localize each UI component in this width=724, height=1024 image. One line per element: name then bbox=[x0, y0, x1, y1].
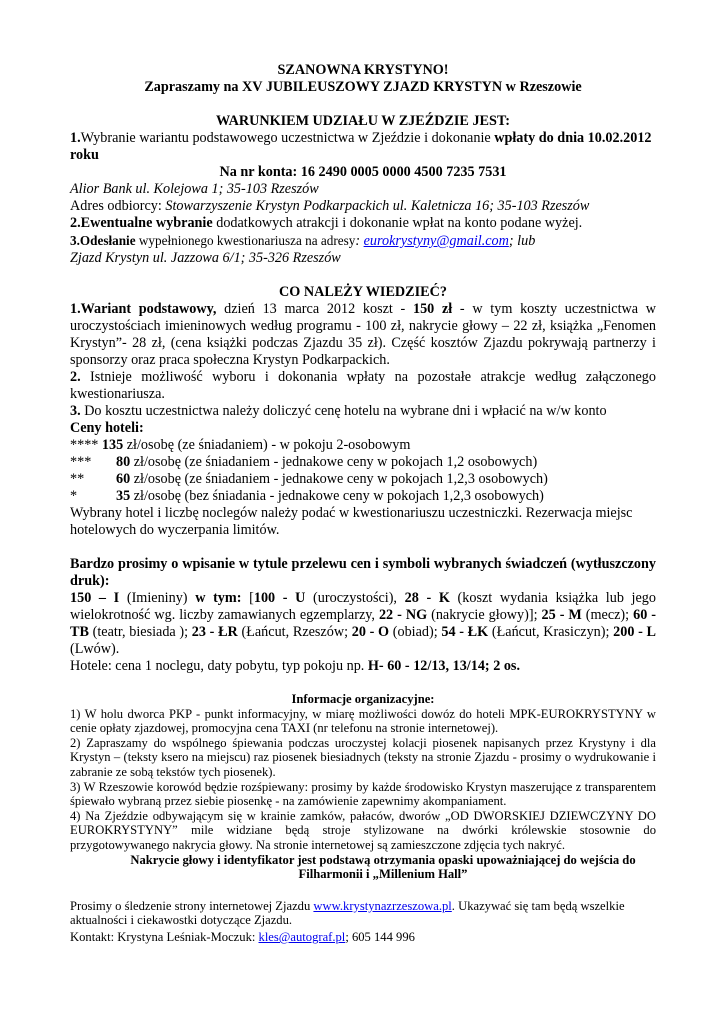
hotels-heading: Ceny hoteli: bbox=[70, 420, 144, 436]
info-heading: CO NALEŻY WIEDZIEĆ? bbox=[279, 284, 447, 300]
org-item-4: 4) Na Zjeździe odbywającym się w krainie zamków, pałaców, dworów „OD DWORSKIEJ DZIEWCZYNY DO EUROKRYSTYNY” mile widziane będą stroje stylizowane na dwórki królewskie stosownie do przygotowywanego nakrycia głowy. Na stronie internetowej są zamieszczone zdjęcia tych nakryć. bbox=[70, 808, 656, 852]
footer-contact: Kontakt: Krystyna Leśniak-Moczuk: kles@autograf.pl; 605 144 996 bbox=[70, 929, 415, 944]
org-item-1: 1) W holu dworca PKP - punkt informacyjny, w miarę możliwości dowóz do hoteli MPK-EUROKRYSTYNY w cenie opłaty zjazdowej, promocyjna cena TAXI (nr telefonu na stronie internetowej). bbox=[70, 706, 656, 736]
info-point-1: 1.Wariant podstawowy, dzień 13 marca 2012 koszt - 150 zł - w tym koszty uczestnictwa w uroczystościach imieninowych według programu - 100 zł, nakrycie głowy – 22 zł, książka „Fenomen Krystyn”- 28 zł, (cena książki podczas Zjazdu 35 zł). Część kosztów Zjazdu pokrywają partnerzy i sponsorzy oraz praca społeczna Krystyn Podkarpackich. bbox=[70, 301, 657, 368]
conditions-heading: WARUNKIEM UDZIAŁU W ZJEŹDZIE JEST: bbox=[215, 113, 511, 129]
org-item-3: 3) W Rzeszowie korowód będzie rozśpiewany: prosimy by każde środowisko Krystyn maszerujące z transparentem śpiewało wybraną przez siebie piosenkę - na zamówienie zapewnimy akompaniament. bbox=[70, 779, 656, 809]
footer-website: Prosimy o śledzenie strony internetowej Zjazdu www.krystynazrzeszowa.pl. Ukazywać się tam będą wszelkie aktualności i ciekawostki dotyczące Zjazdu. bbox=[70, 898, 625, 928]
invite-heading: Zapraszamy na XV JUBILEUSZOWY ZJAZD KRYSTYN w Rzeszowie bbox=[144, 79, 582, 95]
contact-email-link[interactable]: kles@autograf.pl bbox=[258, 929, 346, 944]
hotel-row: **** 135 zł/osobę (ze śniadaniem) - w pokoju 2-osobowym bbox=[70, 437, 411, 453]
condition-2: 2.Ewentualne wybranie dodatkowych atrakcji i dokonanie wpłat na konto podane wyżej. bbox=[70, 215, 583, 231]
website-link[interactable]: www.krystynazrzeszowa.pl bbox=[313, 898, 452, 913]
email-link[interactable]: eurokrystyny@gmail.com bbox=[363, 233, 509, 249]
greeting-heading: SZANOWNA KRYSTYNO! bbox=[277, 62, 449, 78]
org-important-note: Nakrycie głowy i identyfikator jest podstawą otrzymania opaski upoważniającej do wejścia do Filharmonii i „Millenium Hall” bbox=[130, 852, 636, 882]
condition-3: 3.Odesłanie wypełnionego kwestionariusza na adresy: eurokrystyny@gmail.com; lub bbox=[70, 233, 536, 249]
hotel-row: * 35 zł/osobę (bez śniadania - jednakowe ceny w pokojach 1,2,3 osobowych) bbox=[70, 488, 544, 504]
org-item-2: 2) Zapraszamy do wspólnego śpiewania podczas uroczystej kolacji piosenek napisanych przez Krystyny i dla Krystyn – (teksty ksero na miejscu) raz piosenek biesiadnych (teksty na stronie Zjazdu - prosimy o wydrukowanie i zabranie ze sobą tekstów tych piosenek). bbox=[70, 735, 656, 779]
hotels-note: Wybrany hotel i liczbę noclegów należy podać w kwestionariuszu uczestniczki. Rezerwacja miejsc hotelowych do wyczerpania limitów. bbox=[70, 505, 633, 538]
transfer-hotel-line: Hotele: cena 1 noclegu, daty pobytu, typ pokoju np. H- 60 - 12/13, 13/14; 2 os. bbox=[70, 658, 521, 674]
condition-1: 1.Wybranie wariantu podstawowego uczestnictwa w Zjeździe i dokonanie wpłaty do dnia 10.02.2012 roku bbox=[70, 130, 652, 163]
transfer-heading: Bardzo prosimy o wpisanie w tytule przelewu cen i symboli wybranych świadczeń (wytłuszczony druk): bbox=[70, 556, 656, 589]
org-heading: Informacje organizacyjne: bbox=[291, 692, 435, 706]
transfer-symbols: 150 – I (Imieniny) w tym: [100 - U (uroczystości), 28 - K (koszt wydania książka lub jego wielokrotność wg. liczby zamawianych egzemplarzy, 22 - NG (nakrycie głowy)]; 25 - M (mecz); 60 -TB (teatr, biesiada ); 23 - ŁR (Łańcut, Rzeszów; 20 - O (obiad); 54 - ŁK (Łańcut, Krasiczyn); 200 - L (Lwów). bbox=[70, 590, 656, 657]
info-point-2: 2. Istnieje możliwość wyboru i dokonania wpłaty na pozostałe atrakcje według załączonego kwestionariusza. bbox=[70, 369, 656, 402]
postal-address: Zjazd Krystyn ul. Jazzowa 6/1; 35-326 Rzeszów bbox=[70, 250, 341, 266]
hotel-row: ** 60 zł/osobę (ze śniadaniem - jednakowe ceny w pokojach 1,2,3 osobowych) bbox=[70, 471, 548, 487]
info-point-3: 3. Do kosztu uczestnictwa należy doliczyć cenę hotelu na wybrane dni i wpłacić na w/w konto bbox=[70, 403, 607, 419]
account-number: Na nr konta: 16 2490 0005 0000 4500 7235 7531 bbox=[219, 164, 507, 180]
bank-address: Alior Bank ul. Kolejowa 1; 35-103 Rzeszów bbox=[70, 181, 319, 197]
document-page bbox=[70, 62, 656, 945]
hotel-row: *** 80 zł/osobę (ze śniadaniem - jednakowe ceny w pokojach 1,2 osobowych) bbox=[70, 454, 538, 470]
recipient-address: Adres odbiorcy: Stowarzyszenie Krystyn Podkarpackich ul. Kaletnicza 16; 35-103 Rzeszów bbox=[70, 198, 590, 214]
